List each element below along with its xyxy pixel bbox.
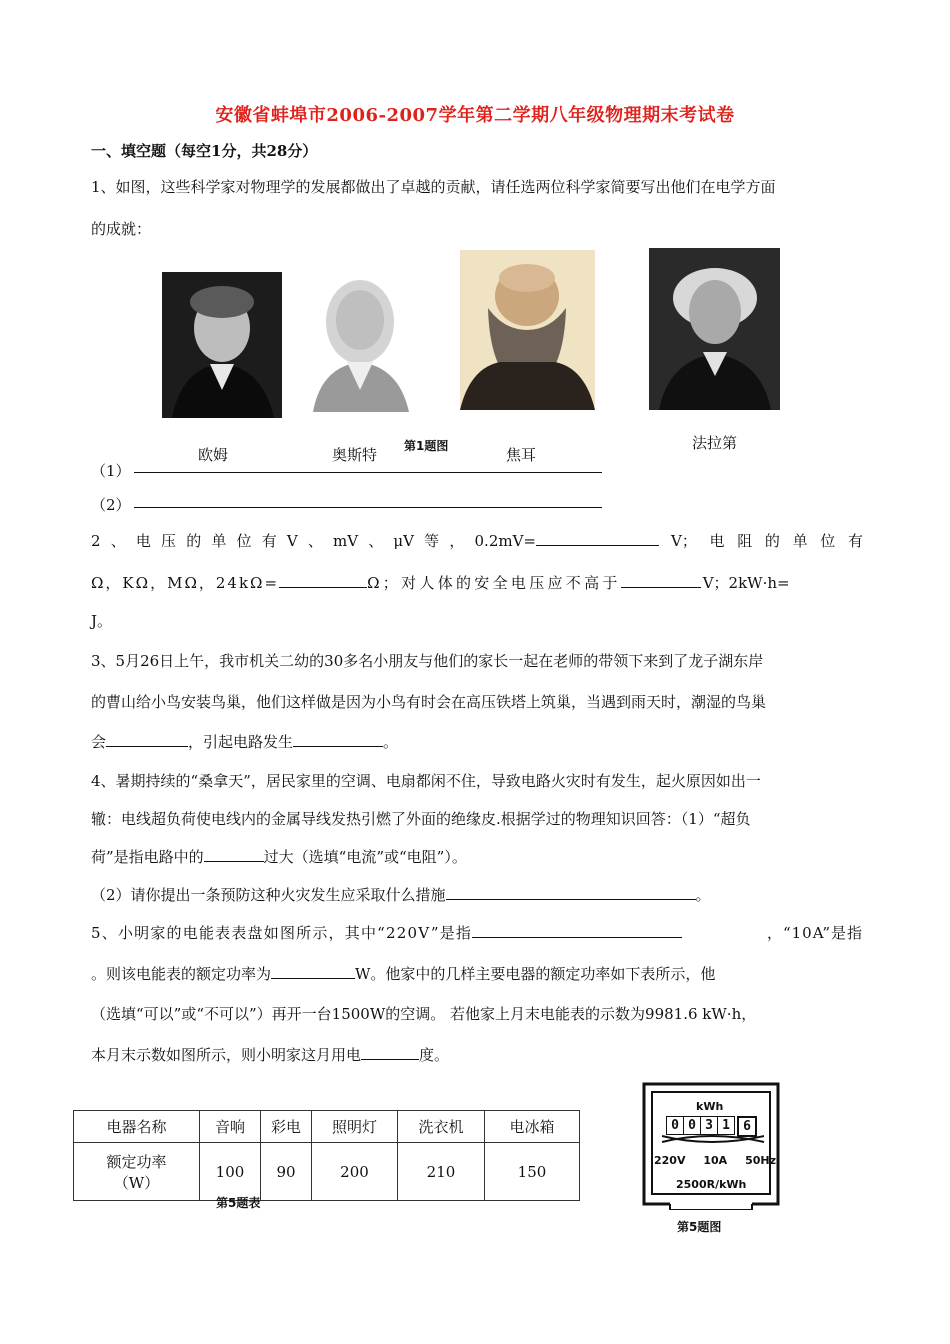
q5-text-c: 。则该电能表的额定功率为 [91, 965, 272, 983]
meter-digit: 0 [684, 1116, 701, 1135]
q1-answer-blank-2[interactable] [134, 507, 602, 508]
q3-blank-2[interactable] [293, 732, 383, 747]
q3-line1: 3、5月26日上午，我市机关二幼的30多名小朋友与他们的家长一起在老师的带领下来到了龙子湖东岸 [91, 652, 764, 670]
q4-text-a: 荷”是指电路中的 [91, 848, 204, 866]
q3-line3 [91, 731, 863, 752]
table-cell: 200 [312, 1143, 398, 1201]
q5-line2 [91, 963, 863, 984]
meter-rating: 10A [703, 1154, 728, 1167]
meter-unit: kWh [696, 1100, 724, 1113]
q2-line1 [91, 530, 863, 551]
ohm-portrait [162, 272, 282, 418]
q2-text-d: Ω；对人体的安全电压应不高于 [367, 574, 621, 592]
electric-meter-figure [642, 1082, 786, 1210]
q5-line1 [91, 922, 863, 943]
q5-blank-1[interactable] [472, 923, 682, 938]
q4-text-d: 。 [695, 886, 711, 904]
q3-line2: 的曹山给小鸟安装鸟巢，他们这样做是因为小鸟有时会在高压铁塔上筑巢，当遇到雨天时，潮湿的鸟巢 [91, 693, 767, 711]
table-caption: 第5题表 [216, 1196, 261, 1210]
row-label-unit: （W） [113, 1173, 160, 1192]
q3-text-b: ，引起电路发生 [188, 733, 294, 751]
q2-text-b: V；电阻的单位有 [671, 532, 863, 550]
q2-text-a: 2、电压的单位有V、mV、μV等，0.2mV= [91, 532, 536, 550]
faraday-portrait [649, 248, 780, 410]
joule-portrait [460, 250, 595, 410]
q4-blank-1[interactable] [204, 847, 264, 862]
scientist-name-oersted: 奥斯特 [332, 446, 378, 464]
fig1-caption: 第1题图 [404, 439, 449, 453]
meter-digit: 3 [701, 1116, 718, 1135]
table-row [74, 1143, 580, 1201]
scientist-name-joule: 焦耳 [506, 446, 537, 464]
q4-text-b: 过大（选填“电流”或“电阻”）。 [263, 848, 467, 866]
meter-rating: 50Hz [745, 1154, 776, 1167]
table-header-cell: 彩电 [261, 1111, 312, 1143]
q1-answer-label-2: （2） [91, 496, 131, 514]
q3-text-a: 会 [91, 733, 107, 751]
table-row-label [74, 1143, 200, 1201]
q2-line3: J。 [91, 612, 113, 630]
q5-blank-2[interactable] [271, 964, 355, 979]
q5-text-d: W。他家中的几样主要电器的额定功率如下表所示，他 [355, 965, 716, 983]
q4-line2: 辙：电线超负荷使电线内的金属导线发热引燃了外面的绝缘皮.根据学过的物理知识回答：（1）“超负 [91, 810, 751, 828]
row-label-line: 额定功率 [106, 1152, 167, 1171]
table-row [74, 1111, 580, 1143]
scientist-name-faraday: 法拉第 [692, 434, 738, 452]
scientist-name-ohm: 欧姆 [198, 446, 229, 464]
q5-line4 [91, 1044, 863, 1065]
q5-line3: （选填“可以”或“不可以”）再开一台1500W的空调。 若他家上月末电能表的示数为9981.6 kW·h， [91, 1005, 757, 1023]
meter-constant: 2500R/kWh [676, 1178, 747, 1191]
q2-line2 [91, 572, 863, 593]
q5-text-f: 度。 [419, 1046, 450, 1064]
q1-line1: 1、如图，这些科学家对物理学的发展都做出了卓越的贡献，请任选两位科学家简要写出他们在电学方面 [91, 178, 776, 196]
q2-blank-3[interactable] [621, 573, 701, 588]
q4-blank-2[interactable] [446, 885, 696, 900]
section-heading: 一、填空题（每空1分，共28分） [91, 142, 318, 160]
q4-text-c: （2）请你提出一条预防这种火灾发生应采取什么措施 [91, 886, 446, 904]
q1-answer-blank-1[interactable] [134, 472, 602, 473]
q1-answer-label-1: （1） [91, 462, 131, 480]
table-header-cell: 电冰箱 [485, 1111, 580, 1143]
q3-blank-1[interactable] [106, 732, 188, 747]
q4-line4 [91, 884, 863, 905]
q5-text-e: 本月末示数如图所示，则小明家这月用电 [91, 1046, 362, 1064]
q3-text-c: 。 [383, 733, 399, 751]
table-cell: 90 [261, 1143, 312, 1201]
meter-rating: 220V [654, 1154, 686, 1167]
meter-digit: 6 [737, 1116, 757, 1137]
table-header-cell: 电器名称 [74, 1111, 200, 1143]
q2-blank-2[interactable] [279, 573, 367, 588]
page-title: 安徽省蚌埠市2006-2007学年第二学期八年级物理期末考试卷 [215, 105, 735, 126]
q2-text-e: V；2kW·h= [702, 574, 790, 592]
table-cell: 150 [485, 1143, 580, 1201]
q4-line1: 4、暑期持续的“桑拿天”，居民家里的空调、电扇都闲不住，导致电路火灾时有发生，起火原因如出一 [91, 772, 761, 790]
q1-line2: 的成就： [91, 220, 152, 238]
meter-digit: 1 [718, 1116, 735, 1135]
meter-caption: 第5题图 [677, 1220, 722, 1234]
q2-blank-1[interactable] [536, 531, 659, 546]
q2-text-c: Ω，KΩ，MΩ，24kΩ= [91, 574, 280, 592]
q5-text-b: ，“10A”是指 [766, 924, 863, 942]
oersted-portrait [305, 262, 415, 412]
table-header-cell: 洗衣机 [398, 1111, 485, 1143]
q5-text-a: 5、小明家的电能表表盘如图所示，其中“220V”是指 [91, 924, 473, 942]
q4-line3 [91, 846, 863, 867]
table-cell: 210 [398, 1143, 485, 1201]
table-header-cell: 照明灯 [312, 1111, 398, 1143]
meter-digits [666, 1116, 757, 1137]
appliance-power-table [73, 1110, 580, 1201]
meter-ratings [654, 1154, 776, 1167]
meter-digit: 0 [666, 1116, 684, 1135]
table-cell: 100 [200, 1143, 261, 1201]
q5-blank-3[interactable] [361, 1045, 419, 1060]
table-header-cell: 音响 [200, 1111, 261, 1143]
